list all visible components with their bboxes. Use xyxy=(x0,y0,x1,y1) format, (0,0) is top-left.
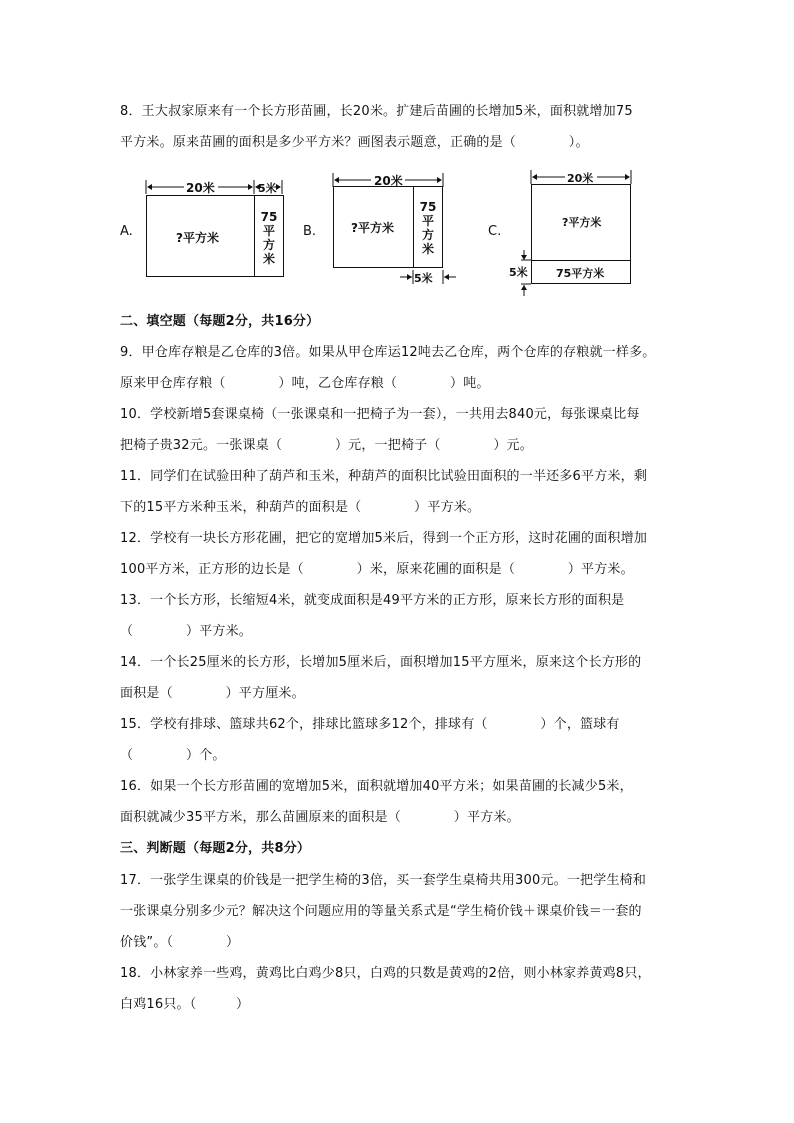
option-b-bottom-dimension: 5米 xyxy=(414,272,433,285)
q10-line-1: 10．学校新增5套课桌椅（一张课桌和一把椅子为一套），一共用去840元，每张课桌比每 xyxy=(120,407,640,422)
q14-line-2: 面积是（ ）平方厘米。 xyxy=(120,686,305,701)
q15-line-1: 15．学校有排球、篮球共62个，排球比篮球多12个，排球有（ ）个，篮球有 xyxy=(120,717,620,732)
q9-line-1: 9．甲仓库存粮是乙仓库的3倍。如果从甲仓库运12吨去乙仓库，两个仓库的存粮就一样多。 xyxy=(120,345,656,360)
q15-line-2: （ ）个。 xyxy=(120,748,226,763)
q16-line-2: 面积就减少35平方米，那么苗圃原来的面积是（ ）平方米。 xyxy=(120,810,520,825)
q18-line-1: 18．小林家养一些鸡，黄鸡比白鸡少8只，白鸡的只数是黄鸡的2倍，则小林家养黄鸡8只， xyxy=(120,966,651,981)
q12-line-1: 12．学校有一块长方形花圃，把它的宽增加5米后，得到一个正方形，这时花圃的面积增加 xyxy=(120,531,648,546)
option-c-side-dimension: 5米 xyxy=(509,266,528,279)
q17-line-1: 17．一张学生课桌的价钱是一把学生椅的3倍，买一套学生桌椅共用300元。一把学生椅和 xyxy=(120,873,647,888)
option-c-label: C. xyxy=(488,224,502,239)
q17-line-2: 一张课桌分别多少元？解决这个问题应用的等量关系式是“学生椅价钱＋课桌价钱＝一套的 xyxy=(120,904,642,919)
option-b-main-area: ?平方米 xyxy=(351,221,394,235)
option-a-main-area: ?平方米 xyxy=(176,231,219,245)
option-c-extra-area: 75平方米 xyxy=(556,267,605,280)
option-b-label: B. xyxy=(303,224,317,239)
q13-line-2: （ ）平方米。 xyxy=(120,624,253,639)
q8-line-2: 平方米。原来苗圃的面积是多少平方米？画图表示题意，正确的是（ ）。 xyxy=(120,135,589,150)
q11-line-2: 下的15平方米种玉米，种葫芦的面积是（ ）平方米。 xyxy=(120,500,481,515)
q18-line-2: 白鸡16只。（ ） xyxy=(120,997,250,1012)
q13-line-1: 13．一个长方形，长缩短4米，就变成面积是49平方米的正方形，原来长方形的面积是 xyxy=(120,593,625,608)
option-b-extra-area: 75 平 方 米 xyxy=(419,200,437,256)
option-a-extra-area: 75 平 方 米 xyxy=(260,210,278,266)
option-c-main-area: ?平方米 xyxy=(562,216,602,229)
option-a-top-dimension: 20米 xyxy=(186,181,215,195)
q11-line-1: 11．同学们在试验田种了葫芦和玉米，种葫芦的面积比试验田面积的一半还多6平方米，剩 xyxy=(120,469,648,484)
section-2-title: 二、填空题（每题2分，共16分） xyxy=(120,314,320,329)
option-a-side-dimension: 5米 xyxy=(258,182,277,195)
option-a-label: A. xyxy=(120,224,133,239)
q12-line-2: 100平方米，正方形的边长是（ ）米，原来花圃的面积是（ ）平方米。 xyxy=(120,562,634,577)
q9-line-2: 原来甲仓库存粮（ ）吨，乙仓库存粮（ ）吨。 xyxy=(120,376,490,391)
option-b-top-dimension: 20米 xyxy=(374,174,403,188)
option-c-top-dimension: 20米 xyxy=(567,172,594,185)
q10-line-2: 把椅子贵32元。一张课桌（ ）元，一把椅子（ ）元。 xyxy=(120,438,533,453)
q8-line-1: 8．王大叔家原来有一个长方形苗圃，长20米。扩建后苗圃的长增加5米，面积就增加75 xyxy=(120,104,633,119)
q17-line-3: 价钱”。（ ） xyxy=(120,935,240,950)
q16-line-1: 16．如果一个长方形苗圃的宽增加5米，面积就增加40平方米；如果苗圃的长减少5米， xyxy=(120,779,633,794)
q14-line-1: 14．一个长25厘米的长方形，长增加5厘米后，面积增加15平方厘米，原来这个长方形的 xyxy=(120,655,642,670)
section-3-title: 三、判断题（每题2分，共8分） xyxy=(120,841,311,856)
